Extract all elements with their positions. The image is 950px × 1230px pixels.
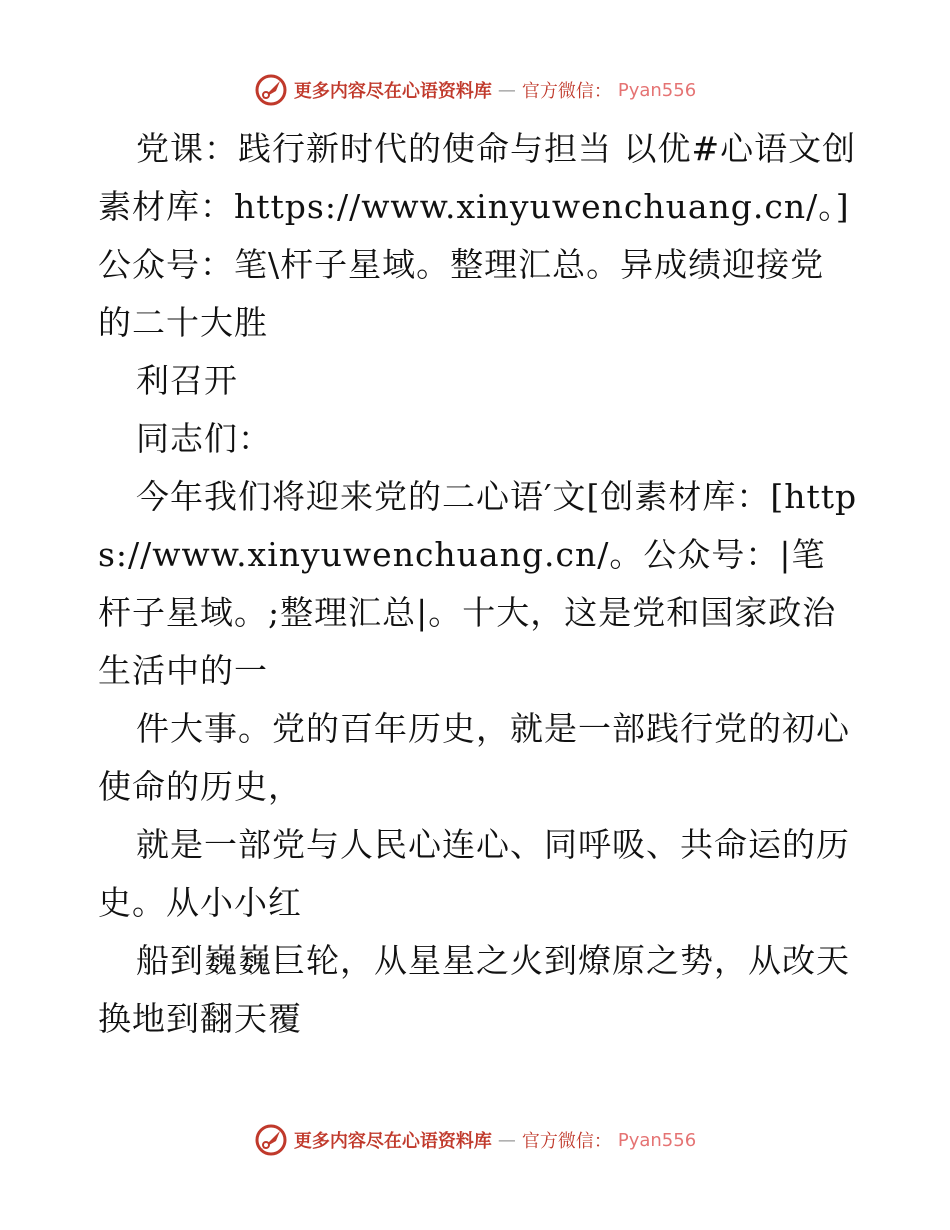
- paragraph: 利召开: [136, 361, 238, 400]
- header-banner-wechat-id: Pyan556: [617, 79, 697, 101]
- footer-banner: [0, 1120, 950, 1160]
- footer-banner-separator: —: [497, 1129, 516, 1151]
- paragraph: 船到巍巍巨轮，从星星之火到燎原之势，从改天换地到翻天覆: [98, 941, 850, 1038]
- header-banner-separator: —: [497, 79, 516, 101]
- paragraph: 同志们：: [136, 419, 272, 458]
- document-body: [98, 120, 858, 1048]
- footer-banner-sub-text: 官方微信：: [521, 1131, 612, 1152]
- paragraph: 今年我们将迎来党的二心语′文[创素材库：[https://www.xinyuwenchuang.cn/。公众号：|笔杆子星域。;整理汇总|。十大，这是党和国家政治生活中的一: [98, 477, 858, 690]
- paragraph: 党课：践行新时代的使命与担当 以优#心语文创素材库：https://www.xinyuwenchuang.cn/。]公众号：笔\杆子星域。整理汇总。异成绩迎接党的二十大胜: [98, 129, 857, 342]
- quill-pen-logo-icon: [254, 73, 288, 107]
- header-banner-main-text: 更多内容尽在心语资料库: [293, 81, 492, 102]
- paragraph: 就是一部党与人民心连心、同呼吸、共命运的历史。从小小红: [98, 825, 850, 922]
- quill-pen-logo-icon: [254, 1123, 288, 1157]
- header-banner-sub-text: 官方微信：: [521, 81, 612, 102]
- header-banner: [0, 70, 950, 110]
- paragraph: 件大事。党的百年历史，就是一部践行党的初心使命的历史，: [98, 709, 850, 806]
- footer-banner-main-text: 更多内容尽在心语资料库: [293, 1131, 492, 1152]
- footer-banner-wechat-id: Pyan556: [617, 1129, 697, 1151]
